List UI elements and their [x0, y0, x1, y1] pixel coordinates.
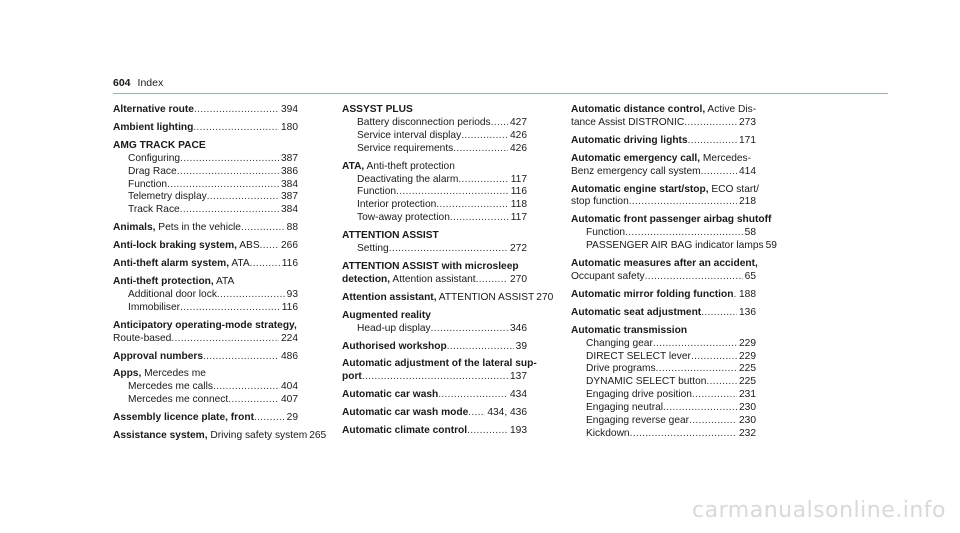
entry-term: ATA,	[342, 160, 365, 172]
page-ref: 265	[309, 430, 327, 442]
subentry-term: Track Race	[128, 204, 180, 216]
leader-dots	[431, 323, 508, 336]
leader-dots	[468, 407, 485, 420]
entry-term: Alternative route	[113, 104, 194, 115]
entry-crossref: ATA	[213, 275, 235, 287]
index-subentry[interactable]	[342, 143, 527, 156]
entry-term: Approval numbers	[113, 350, 204, 362]
page-ref: 116	[281, 258, 298, 270]
page-ref: 434, 436	[487, 407, 527, 419]
leader-dots	[645, 271, 743, 284]
entry-term: Apps,	[113, 368, 142, 380]
page-ref: 394	[281, 104, 298, 115]
leader-dots	[656, 363, 737, 376]
index-entry[interactable]	[113, 333, 298, 346]
index-heading: AMG TRACK PACE	[113, 139, 206, 151]
leader-dots	[217, 289, 285, 302]
index-entry[interactable]	[113, 122, 298, 135]
leader-dots	[467, 425, 508, 438]
leader-dots	[167, 179, 279, 192]
index-subentry[interactable]	[342, 186, 527, 199]
page-ref: 386	[281, 165, 298, 177]
page-ref: 230	[739, 415, 756, 427]
leader-dots	[207, 191, 279, 204]
subentry-term: Mercedes me connect	[128, 394, 229, 406]
leader-dots	[250, 258, 280, 271]
page-ref: 426	[510, 142, 527, 154]
index-subentry[interactable]	[113, 179, 298, 192]
page-ref: 218	[739, 196, 756, 208]
index-subentry[interactable]	[113, 289, 298, 302]
subentry-term: Engaging drive position	[586, 389, 692, 401]
index-entry[interactable]	[113, 240, 298, 253]
page-ref: 225	[739, 376, 756, 388]
page-ref: 39	[515, 340, 527, 352]
index-column-3	[571, 104, 777, 441]
entry-crossref: tance Assist DISTRONIC	[571, 116, 685, 128]
entry-crossref: Anti-theft protection	[364, 160, 455, 172]
page-title: Index	[137, 77, 164, 89]
entry-crossref: Occupant safety	[571, 270, 645, 282]
subentry-term: Battery disconnection periods	[357, 116, 491, 128]
index-subentry[interactable]	[113, 394, 298, 407]
index-column-2	[342, 104, 554, 438]
leader-dots	[692, 389, 737, 402]
leader-dots	[203, 351, 279, 364]
leader-dots	[389, 243, 508, 256]
entry-term: Automatic mirror folding function	[571, 288, 734, 300]
leader-dots	[701, 166, 737, 179]
subentry-term: Interior protection	[357, 199, 437, 211]
page-ref: 188	[739, 288, 756, 300]
subentry-term: DYNAMIC SELECT button	[586, 376, 707, 388]
page-ref: 231	[739, 389, 756, 401]
index-heading: ATTENTION ASSIST with microsleep	[342, 260, 519, 272]
page-ref: 117	[510, 212, 527, 224]
index-entry[interactable]	[113, 351, 298, 364]
page-ref: 232	[739, 427, 756, 439]
index-entry[interactable]	[113, 430, 327, 443]
entry-term: Assistance system,	[113, 430, 208, 442]
index-subentry[interactable]	[342, 174, 527, 187]
page-ref: 384	[281, 178, 298, 190]
page-ref: 404	[281, 381, 298, 393]
page-ref: 407	[281, 394, 298, 406]
leader-dots	[171, 333, 279, 346]
leader-dots	[706, 376, 737, 389]
entry-crossref: ABS	[236, 240, 260, 252]
index-subentry[interactable]	[571, 338, 756, 351]
leader-dots	[177, 166, 279, 179]
index-subentry[interactable]	[342, 212, 527, 225]
subentry-term: Changing gear	[586, 337, 653, 349]
page-ref: 225	[739, 363, 756, 375]
page-ref: 118	[510, 199, 527, 211]
leader-dots	[630, 428, 737, 441]
entry-term: Automatic car wash mode	[342, 407, 469, 419]
page-ref: 65	[744, 270, 756, 282]
page-ref: 270	[536, 291, 554, 303]
index-subentry[interactable]	[113, 204, 298, 217]
page-ref: 266	[281, 240, 298, 252]
index-entry[interactable]	[571, 117, 756, 130]
page-ref: 193	[510, 425, 527, 437]
index-subentry[interactable]	[342, 117, 527, 130]
page-ref: 414	[739, 165, 756, 177]
index-subentry[interactable]	[571, 351, 756, 364]
leader-dots	[625, 227, 743, 240]
subentry-term: Deactivating the alarm	[357, 173, 459, 185]
page-ref: 434	[510, 389, 527, 401]
entry-term: detection,	[342, 273, 391, 285]
leader-dots	[180, 204, 279, 217]
page-ref: 230	[739, 402, 756, 414]
leader-dots	[476, 274, 508, 287]
index-entry[interactable]	[571, 307, 756, 320]
leader-dots	[213, 381, 279, 394]
entry-crossref: Benz emergency call system	[571, 165, 701, 177]
index-entry[interactable]	[342, 425, 527, 438]
page-ref: 270	[510, 273, 527, 285]
index-entry[interactable]	[342, 389, 527, 402]
entry-term: Automatic climate control	[342, 425, 468, 437]
index-heading: ATTENTION ASSIST	[342, 230, 439, 242]
index-heading: Augmented reality	[342, 309, 431, 321]
subentry-term: Tow-away protection	[357, 212, 450, 224]
page-ref: 116	[281, 301, 298, 313]
index-heading	[571, 104, 756, 117]
index-entry[interactable]	[342, 291, 554, 305]
page-header	[113, 77, 163, 89]
page-ref: 229	[739, 350, 756, 362]
index-heading: Automatic adjustment of the lateral sup-	[342, 358, 537, 370]
page-ref: 116	[510, 186, 527, 198]
subentry-term: DIRECT SELECT lever	[586, 350, 691, 362]
page-ref: 88	[286, 222, 298, 234]
index-entry[interactable]	[571, 271, 756, 284]
entry-crossref: ATA	[229, 258, 250, 270]
subentry-term: Service interval display	[357, 129, 462, 141]
subentry-term: Telemetry display	[128, 191, 207, 203]
page-ref: 346	[510, 322, 527, 334]
leader-dots	[653, 338, 737, 351]
page-ref: 387	[281, 152, 298, 164]
entry-crossref: Driving safety system	[207, 430, 308, 442]
leader-dots	[629, 196, 737, 209]
index-heading: Automatic measures after an accident,	[571, 258, 758, 270]
page-ref: 273	[739, 116, 756, 128]
index-heading	[571, 183, 759, 197]
subentry-term: Configuring	[128, 152, 181, 164]
index-subentry[interactable]	[571, 363, 756, 376]
index-subentry[interactable]	[571, 402, 756, 415]
index-heading	[342, 161, 527, 174]
index-entry[interactable]	[342, 274, 527, 287]
index-subentry[interactable]	[571, 415, 756, 428]
leader-dots	[436, 199, 508, 212]
entry-term: Automatic car wash	[342, 389, 439, 401]
leader-dots	[684, 117, 737, 130]
entry-crossref: Mercedes me	[141, 368, 206, 380]
subentry-term: Engaging neutral	[586, 402, 664, 414]
subentry-term: Mercedes me calls	[128, 381, 213, 393]
leader-dots	[447, 341, 514, 354]
leader-dots	[461, 130, 508, 143]
subentry-term: PASSENGER AIR BAG indicator lamps	[586, 240, 764, 252]
page-ref: 117	[510, 173, 527, 185]
index-heading: Automatic front passenger airbag shutoff	[571, 214, 772, 226]
page-ref: 384	[281, 204, 298, 216]
index-heading	[571, 153, 756, 166]
index-subentry[interactable]	[113, 191, 298, 204]
entry-term: Automatic seat adjustment	[571, 306, 702, 318]
page-ref: 171	[739, 134, 756, 146]
index-subentry[interactable]	[571, 389, 756, 402]
leader-dots	[689, 415, 737, 428]
index-entry[interactable]	[342, 341, 527, 354]
subentry-term: Function	[128, 178, 168, 190]
leader-dots	[260, 240, 279, 253]
index-heading: Automatic transmission	[571, 324, 688, 336]
index-entry[interactable]	[113, 258, 298, 271]
entry-crossref: stop function	[571, 196, 629, 208]
index-subentry[interactable]	[571, 428, 756, 441]
page-ref: 486	[281, 350, 298, 362]
leader-dots	[241, 222, 285, 235]
index-entry[interactable]	[571, 196, 756, 209]
page-ref: 29	[286, 412, 298, 424]
entry-term: Automatic engine start/stop,	[571, 183, 709, 195]
entry-crossref: ATTENTION ASSIST	[436, 291, 535, 303]
index-entry[interactable]	[571, 135, 756, 148]
index-entry[interactable]	[342, 407, 527, 420]
page-ref: 136	[739, 306, 756, 318]
leader-dots	[180, 302, 280, 315]
index-heading	[113, 368, 298, 381]
page-ref: 272	[510, 243, 527, 255]
entry-term: Automatic distance control,	[571, 104, 706, 115]
index-column-1	[113, 104, 327, 443]
leader-dots	[458, 174, 508, 187]
index-subentry[interactable]	[571, 376, 756, 389]
page-ref: 229	[739, 337, 756, 349]
subentry-term: Immobiliser	[128, 301, 181, 313]
entry-term: Anti-theft alarm system,	[113, 258, 230, 270]
entry-term: Anti-theft protection,	[113, 275, 214, 287]
subentry-term: Drag Race	[128, 165, 177, 177]
page-ref: 137	[510, 371, 527, 383]
index-subentry[interactable]	[571, 240, 777, 253]
page-ref: 59	[765, 240, 777, 252]
entry-crossref: ECO start/	[708, 183, 759, 195]
entry-crossref: Active Dis-	[705, 104, 757, 115]
leader-dots	[193, 122, 279, 135]
index-subentry[interactable]	[571, 227, 756, 240]
leader-dots	[396, 186, 509, 199]
index-subentry[interactable]	[342, 130, 527, 143]
page-ref: 224	[281, 332, 298, 344]
watermark: carmanualsonline.info	[692, 498, 946, 523]
leader-dots	[453, 143, 508, 156]
subentry-term: Kickdown	[586, 427, 630, 439]
leader-dots	[194, 104, 279, 117]
page-ref: 426	[510, 129, 527, 141]
entry-crossref: Route-based	[113, 332, 172, 344]
entry-term: port	[342, 371, 362, 383]
subentry-term: Engaging reverse gear	[586, 415, 690, 427]
entry-term: Anti-lock braking system,	[113, 240, 237, 252]
index-subentry[interactable]	[113, 153, 298, 166]
page-ref: 58	[744, 227, 756, 239]
index-subentry[interactable]	[113, 381, 298, 394]
index-subentry[interactable]	[342, 323, 527, 336]
index-entry[interactable]	[113, 412, 298, 425]
entry-term: Ambient lighting	[113, 121, 194, 133]
entry-term: Automatic driving lights	[571, 134, 688, 146]
leader-dots	[688, 135, 737, 148]
index-entry[interactable]	[571, 289, 756, 302]
index-entry[interactable]	[342, 371, 527, 384]
index-subentry[interactable]	[113, 166, 298, 179]
index-subentry[interactable]	[342, 199, 527, 212]
leader-dots	[228, 394, 279, 407]
index-entry[interactable]	[113, 222, 298, 235]
entry-crossref: Pets in the vehicle	[155, 222, 241, 234]
index-heading: ASSYST PLUS	[342, 104, 413, 115]
entry-crossref: Mercedes-	[700, 152, 752, 164]
page-number: 604	[113, 77, 131, 89]
leader-dots	[180, 153, 279, 166]
leader-dots	[450, 212, 509, 225]
index-entry[interactable]	[113, 104, 298, 117]
page-ref: 387	[281, 191, 298, 203]
subentry-term: Service requirements	[357, 142, 454, 154]
entry-term: Attention assistant,	[342, 291, 437, 303]
entry-term: Authorised workshop	[342, 340, 447, 352]
subentry-term: Setting	[357, 243, 389, 255]
subentry-term: Additional door lock	[128, 288, 217, 300]
entry-term: Automatic emergency call,	[571, 152, 701, 164]
page-ref: 93	[286, 288, 298, 300]
entry-crossref: Attention assistant	[390, 273, 476, 285]
subentry-term: Drive programs	[586, 363, 656, 375]
leader-dots	[701, 307, 737, 320]
index-subentry[interactable]	[342, 243, 527, 256]
leader-dots	[491, 117, 508, 130]
index-heading: Anticipatory operating-mode strategy,	[113, 319, 297, 331]
leader-dots	[254, 412, 285, 425]
subentry-term: Head-up display	[357, 322, 431, 334]
leader-dots	[663, 402, 737, 415]
entry-term: Animals,	[113, 222, 156, 234]
index-heading	[113, 276, 298, 289]
leader-dots	[362, 371, 508, 384]
leader-dots	[691, 351, 737, 364]
entry-term: Assembly licence plate, front	[113, 412, 254, 424]
subentry-term: Function	[586, 227, 626, 239]
index-entry[interactable]	[571, 166, 756, 179]
page-ref: 180	[281, 121, 298, 133]
leader-dots	[438, 389, 508, 402]
subentry-term: Function	[357, 186, 397, 198]
index-subentry[interactable]	[113, 302, 298, 315]
page-ref: 427	[510, 116, 527, 128]
header-rule	[113, 93, 888, 94]
